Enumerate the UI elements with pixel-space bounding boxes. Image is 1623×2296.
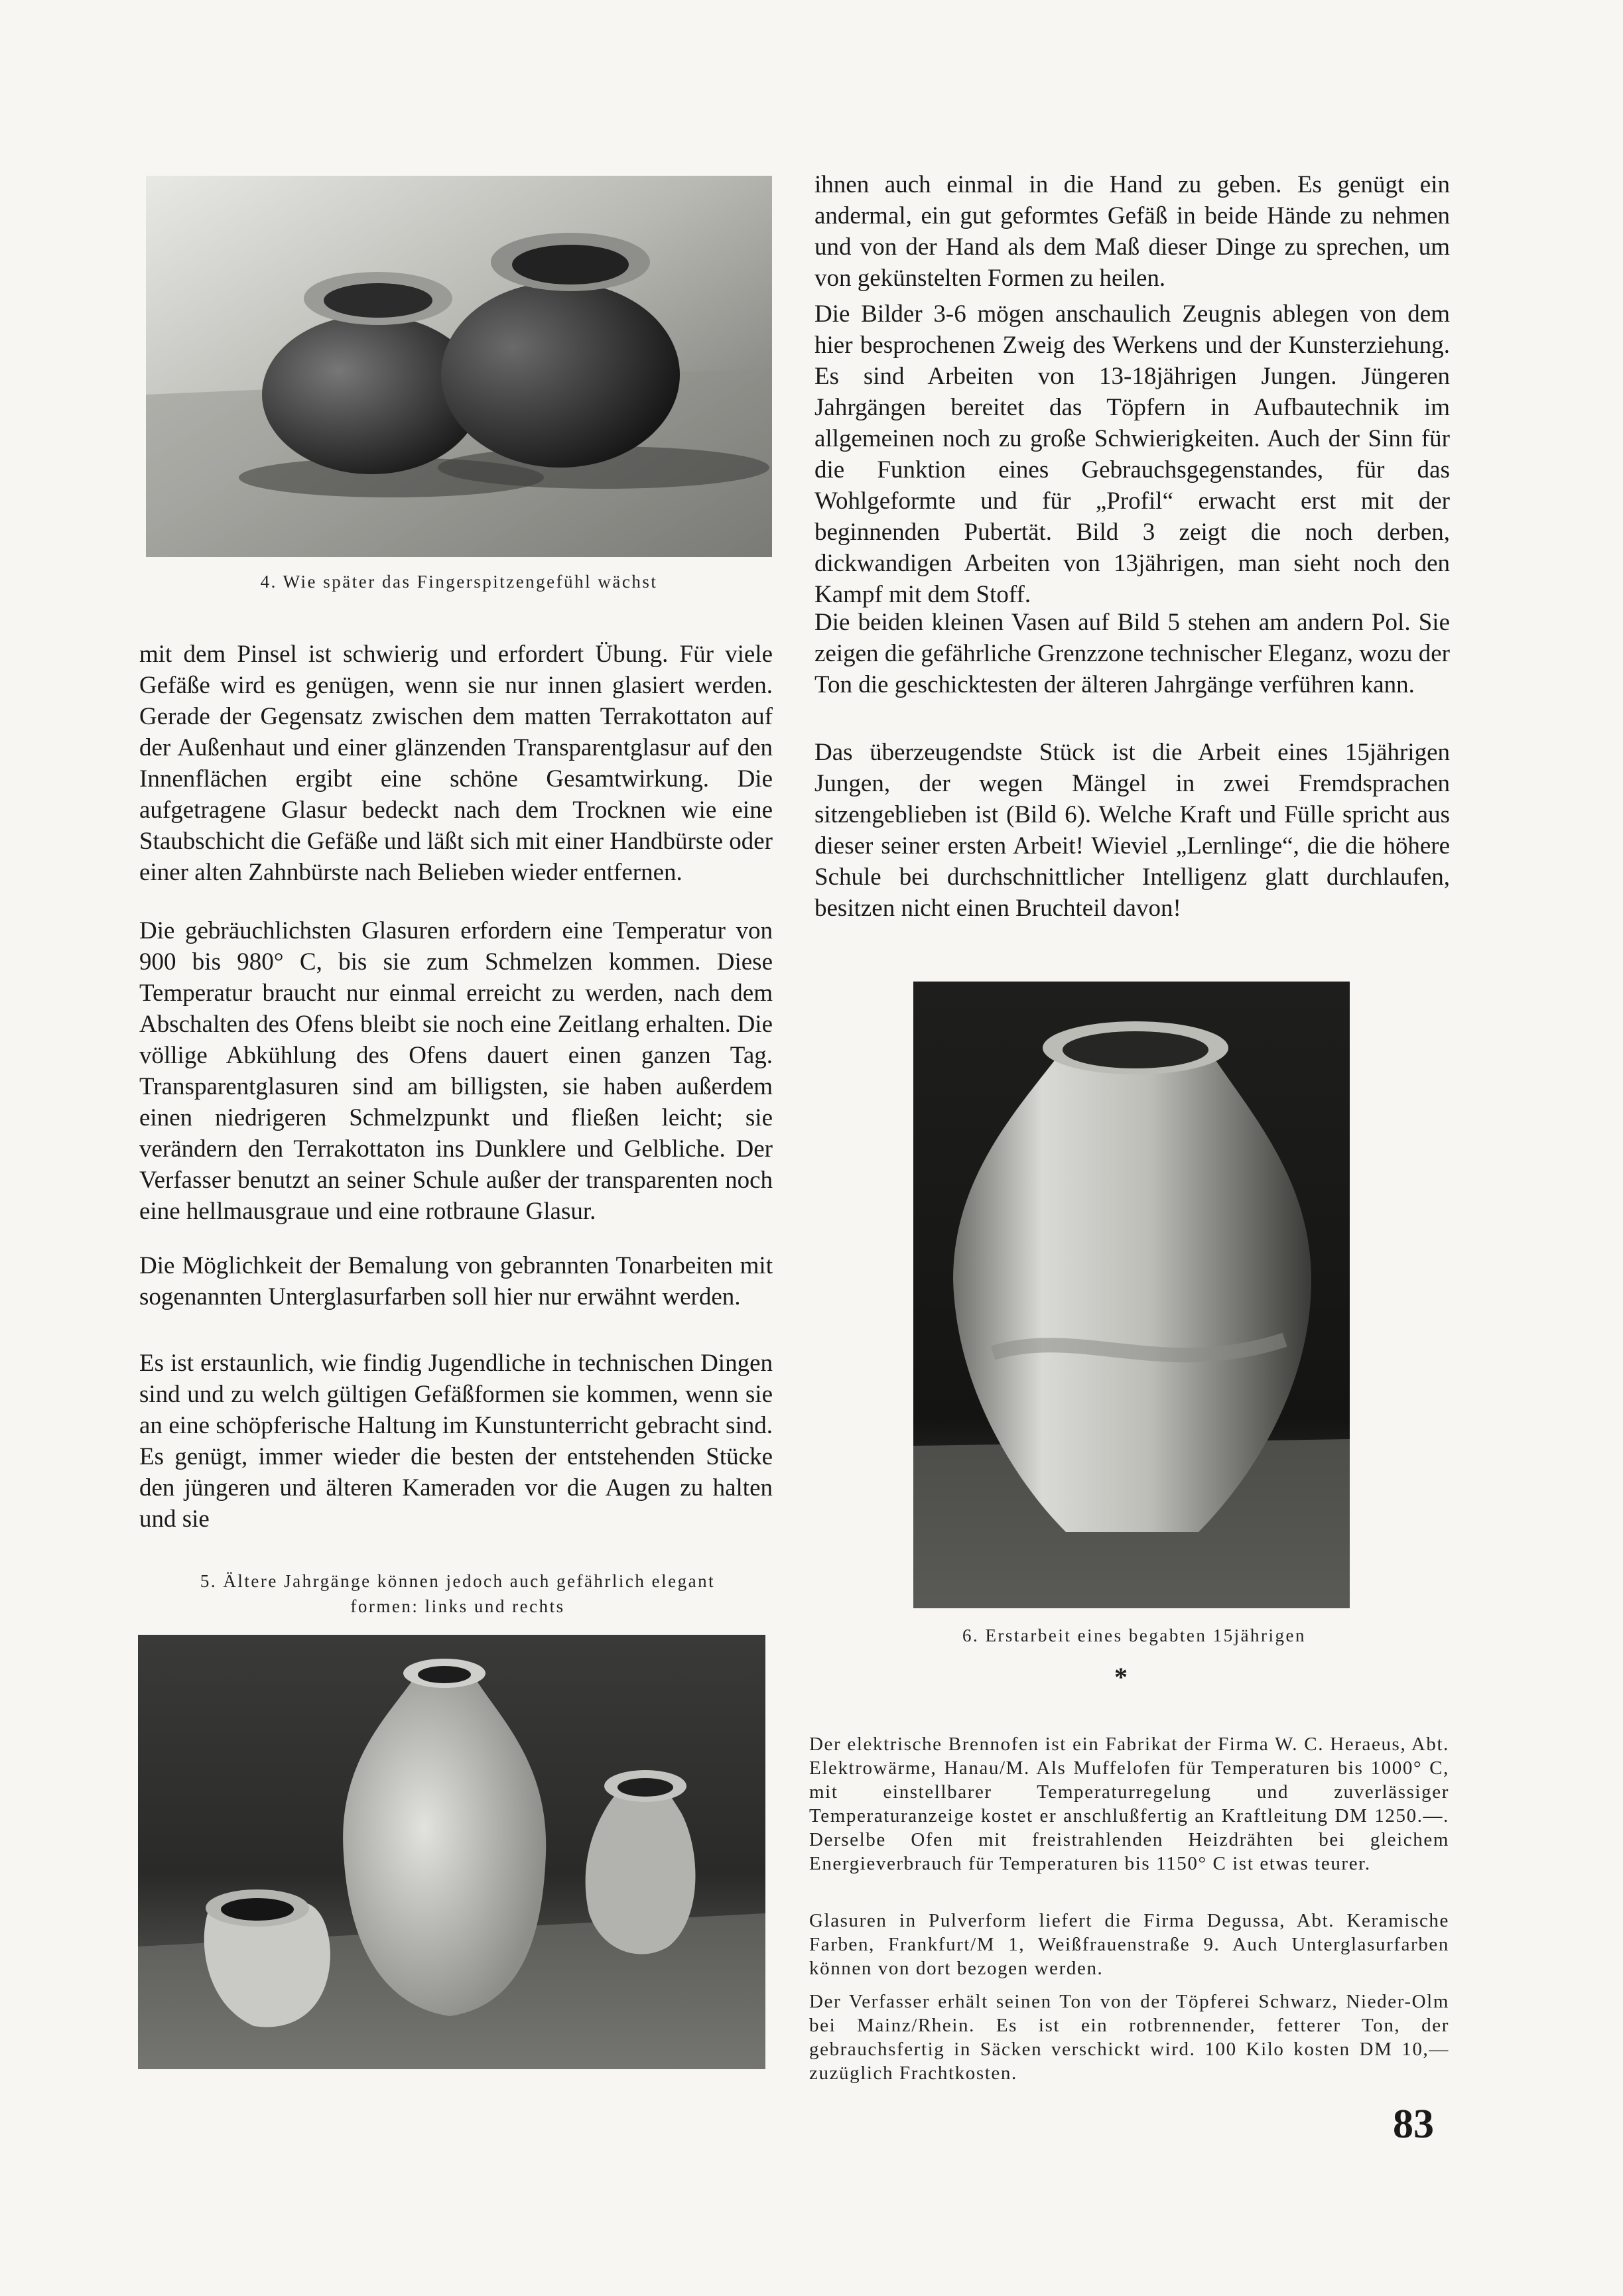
left-paragraph-1: mit dem Pinsel ist schwierig und erfordert Übung. Für viele Gefäße wird es genügen, wenn sie nur innen glasiert werden. Gerade der Gegensatz zwischen dem matten Terrakottaton auf der Außenhaut und einer glänzenden Transparentglasur auf den Innenflächen ergibt eine schöne Gesamtwirkung. Die aufgetragene Glasur bedeckt nach dem Trocknen wie eine Staubschicht die Gefäße und läßt sich mit einer Handbürste oder einer alten Zahnbürste nach Belieben wieder entfernen.	[139, 641, 773, 886]
right-paragraph-3: Die beiden kleinen Vasen auf Bild 5 stehen am andern Pol. Sie zeigen die gefährliche Grenzzone technischer Eleganz, wozu der Ton die geschicktesten der älteren Jahrgänge verführen kann.	[814, 609, 1450, 698]
note-oven: Der elektrische Brennofen ist ein Fabrikat der Firma W. C. Heraeus, Abt. Elektrowärme, Hanau/M. Als Muffelofen für Temperaturen bis 1000° C, mit einstellbarer Temperaturregelung und zuverlässiger Temperaturanzeige kostet er anschlußfertig an Kraftleitung DM 1250.—. Derselbe Ofen mit freistrahlenden Heizdrähten bei gleichem Energieverbrauch für Temperaturen bis 1150° C ist etwas teurer.	[809, 1734, 1449, 1874]
left-paragraph-4: Es ist erstaunlich, wie findig Jugendliche in technischen Dingen sind und zu welch gültigen Gefäßformen sie kommen, wenn sie an eine schöpferische Haltung im Kunstunterricht gebracht sind. Es genügt, immer wieder die besten der entstehenden Stücke den jüngeren und älteren Kameraden vor die Augen zu halten und sie	[139, 1350, 773, 1533]
figure-4-photo	[146, 176, 772, 557]
figure-5-photo	[138, 1635, 765, 2069]
figure-4-caption: 4. Wie später das Fingerspitzengefühl wächst	[260, 572, 658, 592]
left-paragraph-3: Die Möglichkeit der Bemalung von gebrannten Tonarbeiten mit sogenannten Unterglasurfarben soll hier nur erwähnt werden.	[139, 1252, 773, 1310]
figure-5-caption-line-2: formen: links und rechts	[350, 1596, 565, 1616]
page-number: 83	[1393, 2102, 1434, 2147]
figure-5-image	[138, 1635, 765, 2069]
figure-5-caption	[133, 1568, 783, 1619]
figure-6-caption: 6. Erstarbeit eines begabten 15jährigen	[962, 1626, 1307, 1645]
figure-5-caption-line-1: 5. Ältere Jahrgänge können jedoch auch gefährlich elegant	[200, 1571, 716, 1591]
right-paragraph-4: Das überzeugendste Stück ist die Arbeit eines 15jährigen Jungen, der wegen Mängel in zwei Fremdsprachen sitzengeblieben ist (Bild 6). Welche Kraft und Fülle spricht aus dieser seiner ersten Arbeit! Wieviel „Lernlinge“, die die höhere Schule bei durchschnittlicher Intelligenz glatt durchlaufen, besitzen nicht einen Bruchteil davon!	[814, 739, 1450, 922]
section-separator: *	[1114, 1662, 1128, 1692]
note-glazes: Glasuren in Pulverform liefert die Firma Degussa, Abt. Keramische Farben, Frankfurt/M 1, Weißfrauenstraße 9. Auch Unterglasurfarben können von dort bezogen werden.	[809, 1910, 1449, 1979]
right-paragraph-1: ihnen auch einmal in die Hand zu geben. Es genügt ein andermal, ein gut geformtes Gefäß in beide Hände zu nehmen und von der Hand als dem Maß dieser Dinge zu sprechen, um von gekünstelten Formen zu heilen.	[814, 171, 1450, 292]
figure-4-image	[146, 176, 772, 557]
note-clay: Der Verfasser erhält seinen Ton von der Töpferei Schwarz, Nieder-Olm bei Mainz/Rhein. Es ist ein rotbrennender, fetterer Ton, der gebrauchsfertig in Säcken verschickt wird. 100 Kilo kosten DM 10,— zuzüglich Frachtkosten.	[809, 1991, 1449, 2084]
figure-6-photo	[913, 982, 1350, 1608]
left-paragraph-2: Die gebräuchlichsten Glasuren erfordern eine Temperatur von 900 bis 980° C, bis sie zum Schmelzen kommen. Diese Temperatur braucht nur einmal erreicht zu werden, nach dem Abschalten des Ofens bleibt sie noch eine Zeitlang erhalten. Die völlige Abkühlung des Ofens dauert einen ganzen Tag. Transparentglasuren sind am billigsten, sie haben außerdem einen niedrigeren Schmelzpunkt und fließen leicht; sie verändern den Terrakottaton ins Dunklere und Gelbliche. Der Verfasser benutzt an seiner Schule außer der transparenten noch eine hellmausgraue und eine rotbraune Glasur.	[139, 917, 773, 1225]
figure-6-image	[913, 982, 1350, 1608]
right-paragraph-2: Die Bilder 3-6 mögen anschaulich Zeugnis ablegen von dem hier besprochenen Zweig des Werkens und der Kunsterziehung. Es sind Arbeiten von 13-18jährigen Jungen. Jüngeren Jahrgängen bereitet das Töpfern in Aufbautechnik im allgemeinen noch zu große Schwierigkeiten. Auch der Sinn für die Funktion eines Gebrauchsgegenstandes, für das Wohlgeformte und für „Profil“ erwacht erst mit der beginnenden Pubertät. Bild 3 zeigt die noch derben, dickwandigen Arbeiten von 13jährigen, man sieht noch den Kampf mit dem Stoff.	[814, 300, 1450, 608]
